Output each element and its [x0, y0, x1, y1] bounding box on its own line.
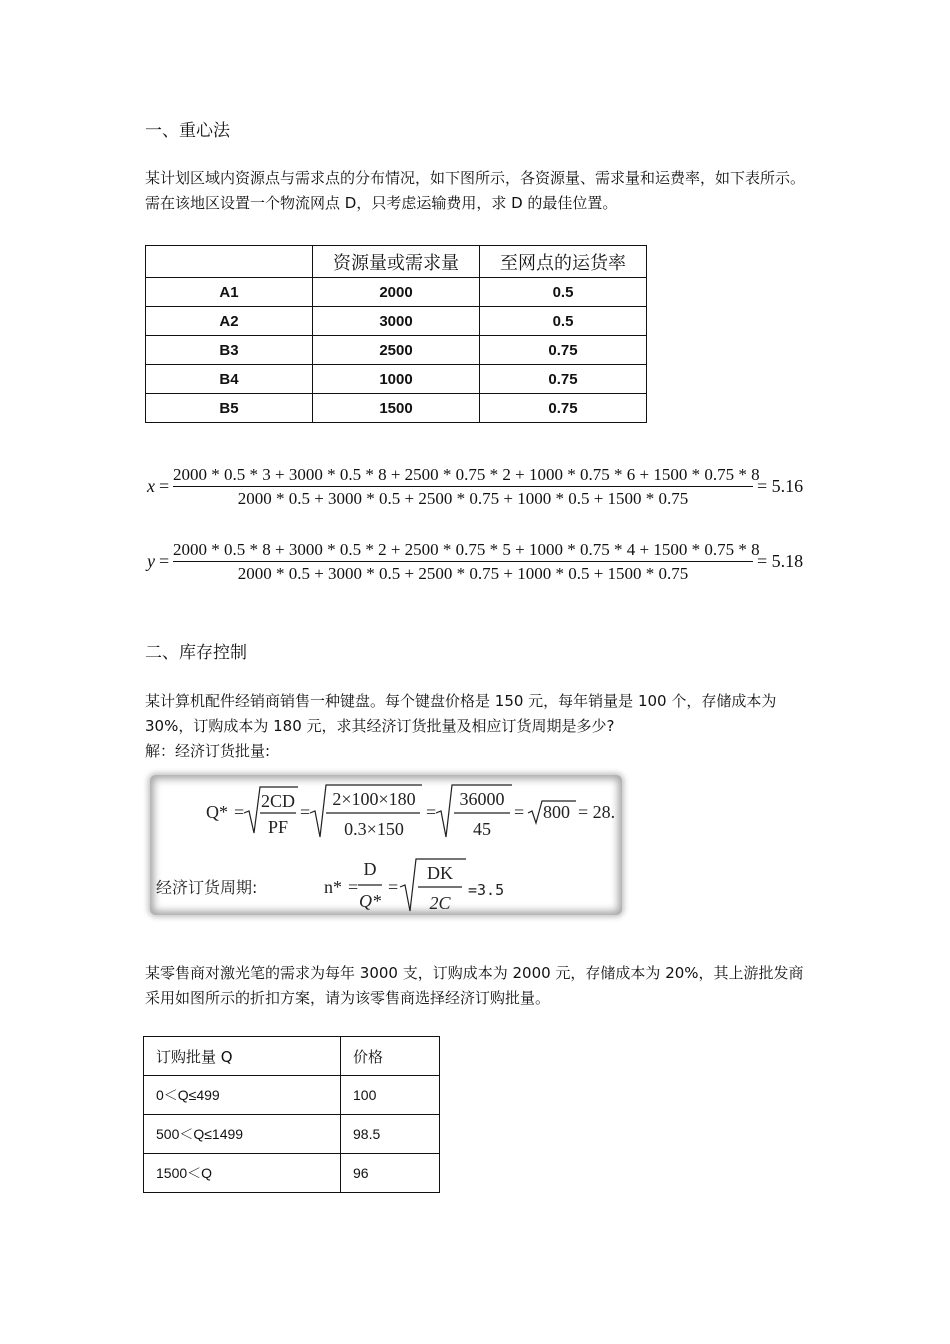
table-header-cell: 至网点的运货率 — [480, 246, 647, 278]
eoq-q-star: Q* — [206, 802, 228, 822]
fraction — [173, 538, 760, 585]
svg-text:=: = — [234, 802, 245, 822]
table-header-cell: 订购批量 Q — [144, 1037, 341, 1076]
table-cell: B4 — [146, 365, 313, 394]
table-cell: A2 — [146, 307, 313, 336]
table-row — [146, 336, 647, 365]
table-cell: 0.75 — [480, 394, 647, 423]
table-cell: 1500＜Q — [144, 1154, 341, 1193]
resource-table — [145, 245, 647, 423]
equals-sign: = — [159, 476, 170, 496]
table-cell: 98.5 — [341, 1115, 440, 1154]
eoq-term2-den: 0.3×150 — [344, 819, 404, 839]
table-header-cell: 资源量或需求量 — [313, 246, 480, 278]
table-cell: 2500 — [313, 336, 480, 365]
table-row — [146, 394, 647, 423]
table-row — [144, 1115, 440, 1154]
svg-text:=: = — [300, 802, 311, 822]
eoq-term3-den: 45 — [473, 819, 491, 839]
cycle-n-star: n* — [324, 877, 342, 897]
table-cell: 96 — [341, 1154, 440, 1193]
eoq-formula-svg — [150, 775, 622, 915]
table-cell: 100 — [341, 1076, 440, 1115]
section-heading-1: 一、重心法 — [145, 121, 230, 141]
cycle-root-den: 2C — [429, 893, 451, 913]
eoq-term4: 800 — [543, 802, 570, 822]
fraction — [173, 463, 760, 510]
eoq-term2-num: 2×100×180 — [332, 789, 416, 809]
svg-text:=: = — [348, 877, 359, 897]
section-1-paragraph: 某计划区域内资源点与需求点的分布情况，如下图所示，各资源量、需求量和运费率，如下表所示。需在该地区设置一个物流网点 D，只考虑运输费用，求 D 的最佳位置。 — [145, 169, 806, 212]
formula-x — [145, 463, 815, 511]
table-row — [144, 1076, 440, 1115]
cycle-label: 经济订货周期: — [156, 878, 258, 897]
section-heading-2: 二、库存控制 — [145, 643, 247, 663]
formula-y-denominator: 2000 * 0.5 + 3000 * 0.5 + 2500 * 0.75 + 1000 * 0.5 + 1500 * 0.75 — [237, 564, 689, 583]
table-cell: 500＜Q≤1499 — [144, 1115, 341, 1154]
table-cell: 1500 — [313, 394, 480, 423]
equals-sign: = — [159, 551, 170, 571]
cycle-result: =3.5 — [468, 881, 505, 899]
svg-text:=: = — [388, 877, 399, 897]
formula-x-numerator: 2000 * 0.5 * 3 + 3000 * 0.5 * 8 + 2500 * 0.75 * 2 + 1000 * 0.75 * 6 + 1500 * 0.75 * 8 — [173, 465, 760, 484]
section-2-paragraph: 某计算机配件经销商销售一种键盘。每个键盘价格是 150 元，每年销量是 100 个，存储成本为 30%，订购成本为 180 元，求其经济订货批量及相应订货周期是多少? — [145, 692, 777, 735]
table-cell: B5 — [146, 394, 313, 423]
table-cell: 0.5 — [480, 307, 647, 336]
table-cell: 0.5 — [480, 278, 647, 307]
formula-x-result: = 5.16 — [757, 476, 804, 496]
formula-y-lhs: y — [147, 551, 155, 571]
svg-text:=: = — [514, 802, 525, 822]
cycle-root-num: DK — [427, 863, 453, 883]
formula-y-numerator: 2000 * 0.5 * 8 + 3000 * 0.5 * 2 + 2500 * 0.75 * 5 + 1000 * 0.75 * 4 + 1500 * 0.75 * 8 — [173, 540, 760, 559]
discount-paragraph: 某零售商对激光笔的需求为每年 3000 支，订购成本为 2000 元，存储成本为 20%，其上游批发商采用如图所示的折扣方案，请为该零售商选择经济订购批量。 — [145, 964, 804, 1007]
table-row — [146, 307, 647, 336]
table-cell: A1 — [146, 278, 313, 307]
eoq-term1-num: 2CD — [260, 791, 296, 811]
eoq-formula-image — [150, 775, 622, 915]
table-cell: 2000 — [313, 278, 480, 307]
table-row — [144, 1154, 440, 1193]
formula-y — [145, 538, 815, 586]
cycle-n-num: D — [363, 859, 377, 879]
table-cell: 0.75 — [480, 336, 647, 365]
discount-table — [143, 1036, 440, 1193]
eoq-term1-den: PF — [267, 817, 289, 837]
eoq-term3-num: 36000 — [459, 789, 505, 809]
table-row — [146, 365, 647, 394]
cycle-n-den: Q* — [359, 891, 381, 911]
table-header-cell — [146, 246, 313, 278]
svg-text:=: = — [426, 802, 437, 822]
table-header-row — [144, 1037, 440, 1076]
table-cell: 1000 — [313, 365, 480, 394]
solution-label: 解：经济订货批量: — [145, 742, 271, 760]
table-header-row — [146, 246, 647, 278]
table-cell: 0＜Q≤499 — [144, 1076, 341, 1115]
eoq-result: = 28. — [578, 802, 616, 822]
formula-x-lhs: x — [147, 476, 155, 496]
table-cell: B3 — [146, 336, 313, 365]
table-header-cell: 价格 — [341, 1037, 440, 1076]
table-cell: 0.75 — [480, 365, 647, 394]
table-cell: 3000 — [313, 307, 480, 336]
formula-y-result: = 5.18 — [757, 551, 804, 571]
formula-x-denominator: 2000 * 0.5 + 3000 * 0.5 + 2500 * 0.75 + 1000 * 0.5 + 1500 * 0.75 — [237, 489, 689, 508]
table-row — [146, 278, 647, 307]
